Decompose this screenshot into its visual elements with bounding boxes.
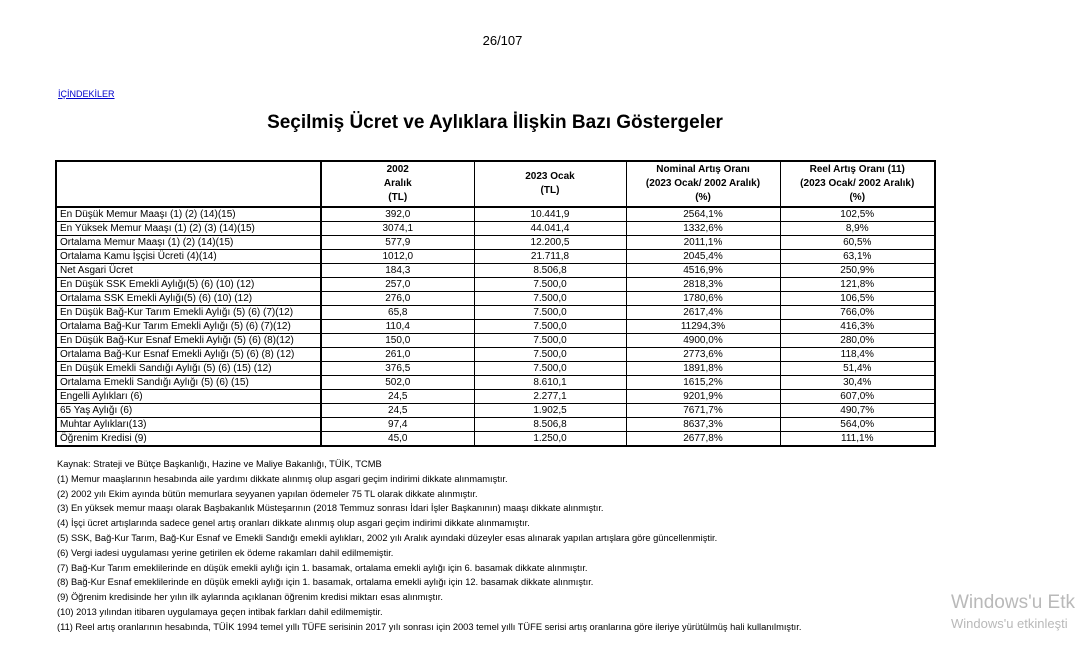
footnote: (3) En yüksek memur maaşı olarak Başbakanlık Müsteşarının (2018 Temmuz sonrası İdari İşler Başkanının) maaşı dikkate alınmıştır. <box>57 503 604 514</box>
row-value: 564,0% <box>780 418 935 432</box>
row-value: 11294,3% <box>626 320 780 334</box>
row-value: 44.041,4 <box>474 222 626 236</box>
row-value: 9201,9% <box>626 390 780 404</box>
row-value: 2564,1% <box>626 207 780 222</box>
row-value: 257,0 <box>321 278 474 292</box>
row-value: 2677,8% <box>626 432 780 447</box>
footnote: (9) Öğrenim kredisinde her yılın ilk aylarında açıklanan öğrenim kredisi miktarı esas alınmıştır. <box>57 592 443 603</box>
row-label: Ortalama Bağ-Kur Tarım Emekli Aylığı (5) (6) (7)(12) <box>56 320 321 334</box>
row-value: 392,0 <box>321 207 474 222</box>
footnote: (1) Memur maaşlarının hesabında aile yardımı dikkate alınmış olup asgari geçim indirimi dikkate alınmamıştır. <box>57 473 508 484</box>
watermark-line-2: Windows'u etkinleşti <box>951 616 1068 631</box>
row-value: 7.500,0 <box>474 320 626 334</box>
row-value: 4900,0% <box>626 334 780 348</box>
row-value: 416,3% <box>780 320 935 334</box>
row-value: 7.500,0 <box>474 334 626 348</box>
table-row <box>56 390 935 404</box>
row-value: 30,4% <box>780 376 935 390</box>
row-value: 7.500,0 <box>474 362 626 376</box>
row-value: 490,7% <box>780 404 935 418</box>
toc-link[interactable]: İÇİNDEKİLER <box>58 89 115 99</box>
footnote: (8) Bağ-Kur Esnaf emeklilerinde en düşük emekli aylığı için 1. basamak, ortalama emekli aylığı için 12. basamak dikkate alınmıştır. <box>57 577 594 588</box>
row-value: 2773,6% <box>626 348 780 362</box>
row-value: 7671,7% <box>626 404 780 418</box>
row-value: 7.500,0 <box>474 278 626 292</box>
row-value: 121,8% <box>780 278 935 292</box>
row-label: Muhtar Aylıkları(13) <box>56 418 321 432</box>
row-value: 184,3 <box>321 264 474 278</box>
footnotes <box>57 457 917 635</box>
row-label: Ortalama Memur Maaşı (1) (2) (14)(15) <box>56 236 321 250</box>
table-row <box>56 292 935 306</box>
footnote: (2) 2002 yılı Ekim ayında bütün memurlara seyyanen yapılan ödemeler 75 TL olarak dikkate alınmıştır. <box>57 488 478 499</box>
row-value: 51,4% <box>780 362 935 376</box>
row-value: 8.506,8 <box>474 418 626 432</box>
header-nominal-rate: Nominal Artış Oranı (2023 Ocak/ 2002 Aralık) (%) <box>626 161 780 207</box>
row-value: 97,4 <box>321 418 474 432</box>
table-row <box>56 222 935 236</box>
row-value: 280,0% <box>780 334 935 348</box>
row-value: 577,9 <box>321 236 474 250</box>
row-value: 2818,3% <box>626 278 780 292</box>
row-value: 607,0% <box>780 390 935 404</box>
watermark-line-1: Windows'u Etk <box>951 592 1076 613</box>
row-value: 766,0% <box>780 306 935 320</box>
row-value: 3074,1 <box>321 222 474 236</box>
row-label: Ortalama Kamu İşçisi Ücreti (4)(14) <box>56 250 321 264</box>
row-value: 502,0 <box>321 376 474 390</box>
header-2023-ocak: 2023 Ocak (TL) <box>474 161 626 207</box>
table-row <box>56 278 935 292</box>
row-value: 111,1% <box>780 432 935 447</box>
table-row <box>56 376 935 390</box>
row-value: 1615,2% <box>626 376 780 390</box>
row-value: 8637,3% <box>626 418 780 432</box>
row-value: 7.500,0 <box>474 292 626 306</box>
row-value: 1012,0 <box>321 250 474 264</box>
header-2002-aralik: 2002 Aralık (TL) <box>321 161 474 207</box>
table-row <box>56 306 935 320</box>
page-number: 26/107 <box>482 33 523 48</box>
table-row <box>56 432 935 447</box>
source-note: Kaynak: Strateji ve Bütçe Başkanlığı, Hazine ve Maliye Bakanlığı, TÜİK, TCMB <box>57 459 382 469</box>
row-label: Ortalama SSK Emekli Aylığı(5) (6) (10) (12) <box>56 292 321 306</box>
footnote: (6) Vergi iadesi uygulaması yerine getirilen ek ödeme rakamları dahil edilmemiştir. <box>57 547 394 558</box>
row-label: En Düşük Bağ-Kur Esnaf Emekli Aylığı (5) (6) (8)(12) <box>56 334 321 348</box>
footnote: (5) SSK, Bağ-Kur Tarım, Bağ-Kur Esnaf ve Emekli Sandığı emekli aylıkları, 2002 yılı Aralık ayındaki düzeyler esas alınarak yapılan artışlara göre güncellenmiştir. <box>57 532 718 543</box>
row-label: En Düşük Emekli Sandığı Aylığı (5) (6) (15) (12) <box>56 362 321 376</box>
row-value: 1332,6% <box>626 222 780 236</box>
row-value: 7.500,0 <box>474 306 626 320</box>
table-row <box>56 250 935 264</box>
row-label: En Düşük Memur Maaşı (1) (2) (14)(15) <box>56 207 321 222</box>
row-value: 250,9% <box>780 264 935 278</box>
row-label: En Düşük SSK Emekli Aylığı(5) (6) (10) (12) <box>56 278 321 292</box>
row-value: 1.250,0 <box>474 432 626 447</box>
table-row <box>56 348 935 362</box>
footnote: (4) İşçi ücret artışlarında sadece genel artış oranları dikkate alınmış olup asgari geçim indirimi dikkate alınmamıştır. <box>57 518 530 529</box>
row-value: 1780,6% <box>626 292 780 306</box>
row-label: Net Asgari Ücret <box>56 264 321 278</box>
row-value: 8,9% <box>780 222 935 236</box>
row-value: 24,5 <box>321 390 474 404</box>
row-label: Ortalama Emekli Sandığı Aylığı (5) (6) (15) <box>56 376 321 390</box>
table-row <box>56 418 935 432</box>
row-value: 150,0 <box>321 334 474 348</box>
row-value: 12.200,5 <box>474 236 626 250</box>
table-row <box>56 236 935 250</box>
row-value: 21.711,8 <box>474 250 626 264</box>
row-value: 2045,4% <box>626 250 780 264</box>
row-value: 10.441,9 <box>474 207 626 222</box>
footnote: (7) Bağ-Kur Tarım emeklilerinde en düşük emekli aylığı için 1. basamak, ortalama emekli aylığı için 6. basamak dikkate alınmıştır. <box>57 562 588 573</box>
row-value: 8.506,8 <box>474 264 626 278</box>
footnote: (10) 2013 yılından itibaren uygulamaya geçen intibak farkları dahil edilmemiştir. <box>57 606 383 617</box>
row-value: 276,0 <box>321 292 474 306</box>
row-value: 8.610,1 <box>474 376 626 390</box>
row-value: 102,5% <box>780 207 935 222</box>
row-value: 2.277,1 <box>474 390 626 404</box>
table-row <box>56 320 935 334</box>
row-label: 65 Yaş Aylığı (6) <box>56 404 321 418</box>
windows-activation-watermark <box>951 592 1075 631</box>
row-value: 65,8 <box>321 306 474 320</box>
header-real-rate: Reel Artış Oranı (11) (2023 Ocak/ 2002 Aralık) (%) <box>780 161 935 207</box>
row-value: 2617,4% <box>626 306 780 320</box>
table-row <box>56 264 935 278</box>
row-label: Ortalama Bağ-Kur Esnaf Emekli Aylığı (5) (6) (8) (12) <box>56 348 321 362</box>
indicators-table <box>55 160 936 447</box>
table-row <box>56 404 935 418</box>
row-value: 376,5 <box>321 362 474 376</box>
page-title: Seçilmiş Ücret ve Aylıklara İlişkin Bazı Göstergeler <box>267 112 723 133</box>
row-value: 24,5 <box>321 404 474 418</box>
table-row <box>56 207 935 222</box>
table-row <box>56 362 935 376</box>
row-label: Engelli Aylıkları (6) <box>56 390 321 404</box>
table-row <box>56 334 935 348</box>
table-body <box>56 207 935 446</box>
row-label: Öğrenim Kredisi (9) <box>56 432 321 447</box>
row-value: 4516,9% <box>626 264 780 278</box>
row-value: 63,1% <box>780 250 935 264</box>
row-value: 106,5% <box>780 292 935 306</box>
row-value: 261,0 <box>321 348 474 362</box>
footnote: (11) Reel artış oranlarının hesabında, TÜİK 1994 temel yıllı TÜFE serisinin 2017 yılı sonrası için 2003 temel yıllı TÜFE serisi artış oranlarına göre ileriye yürütülmüş hali kullanılmıştır. <box>57 621 802 632</box>
row-value: 7.500,0 <box>474 348 626 362</box>
row-value: 1.902,5 <box>474 404 626 418</box>
row-value: 118,4% <box>780 348 935 362</box>
row-label: En Düşük Bağ-Kur Tarım Emekli Aylığı (5) (6) (7)(12) <box>56 306 321 320</box>
row-value: 60,5% <box>780 236 935 250</box>
header-label <box>56 161 321 207</box>
row-label: En Yüksek Memur Maaşı (1) (2) (3) (14)(15) <box>56 222 321 236</box>
row-value: 110,4 <box>321 320 474 334</box>
table-header-row <box>56 161 935 207</box>
row-value: 45,0 <box>321 432 474 447</box>
row-value: 1891,8% <box>626 362 780 376</box>
row-value: 2011,1% <box>626 236 780 250</box>
